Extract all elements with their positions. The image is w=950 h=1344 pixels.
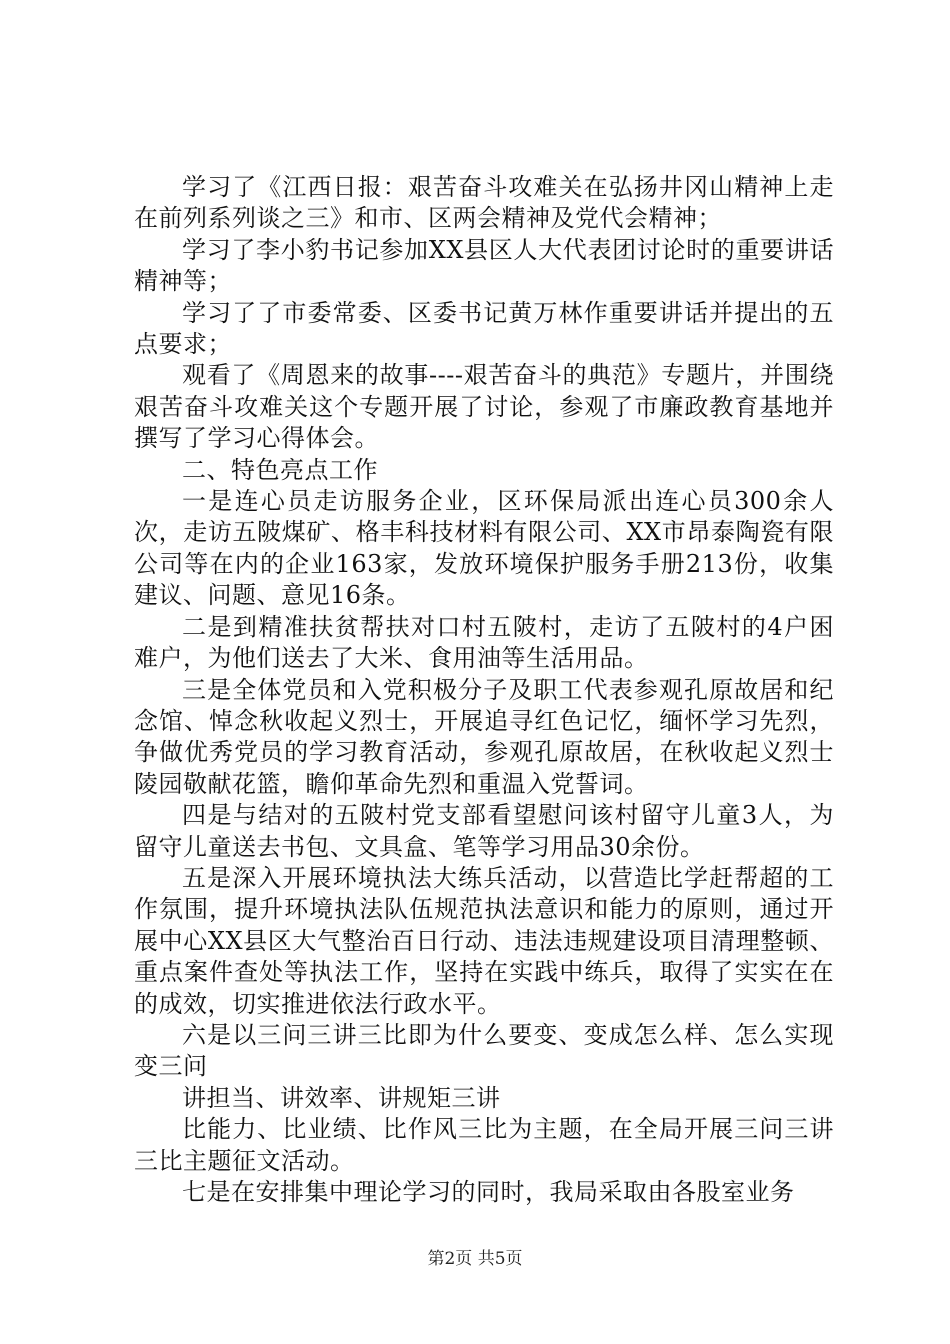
paragraph: 比能力、比业绩、比作风三比为主题，在全局开展三问三讲三比主题征文活动。 [134, 1115, 834, 1175]
paragraph: 三是全体党员和入党积极分子及职工代表参观孔原故居和纪念馆、悼念秋收起义烈士，开展追寻红色记忆，缅怀学习先烈，争做优秀党员的学习教育活动，参观孔原故居，在秋收起义烈士陵园敬献花篮，瞻仰革命先烈和重温入党誓词。 [134, 675, 834, 798]
paragraph: 一是连心员走访服务企业，区环保局派出连心员300余人次，走访五陂煤矿、格丰科技材料有限公司、XX市昂泰陶瓷有限公司等在内的企业163家，发放环境保护服务手册213份，收集建议、问题、意见16条。 [134, 487, 834, 610]
paragraph: 二是到精准扶贫帮扶对口村五陂村，走访了五陂村的4户困难户，为他们送去了大米、食用油等生活用品。 [134, 612, 834, 673]
paragraph: 学习了了市委常委、区委书记黄万林作重要讲话并提出的五点要求； [134, 298, 834, 359]
paragraph: 观看了《周恩来的故事----艰苦奋斗的典范》专题片，并围绕艰苦奋斗攻难关这个专题开展了讨论，参观了市廉政教育基地并撰写了学习心得体会。 [134, 361, 834, 453]
paragraph: 六是以三问三讲三比即为什么要变、变成怎么样、怎么实现变三问 [134, 1020, 834, 1081]
paragraph: 讲担当、讲效率、讲规矩三讲 [182, 1083, 501, 1112]
paragraph: 学习了李小豹书记参加XX县区人大代表团讨论时的重要讲话精神等； [134, 235, 834, 296]
paragraph: 学习了《江西日报：艰苦奋斗攻难关在弘扬井冈山精神上走在前列系列谈之三》和市、区两会精神及党代会精神； [134, 173, 834, 233]
paragraph: 七是在安排集中理论学习的同时，我局采取由各股室业务 [182, 1178, 795, 1206]
page-footer: 第2页 共5页 [427, 1249, 523, 1269]
paragraph: 四是与结对的五陂村党支部看望慰问该村留守儿童3人，为留守儿童送去书包、文具盒、笔等学习用品30余份。 [134, 801, 834, 861]
paragraph: 五是深入开展环境执法大练兵活动，以营造比学赶帮超的工作氛围，提升环境执法队伍规范执法意识和能力的原则，通过开展中心XX县区大气整治百日行动、违法违规建设项目清理整顿、重点案件查处等执法工作，坚持在实践中练兵，取得了实实在在的成效，切实推进依法行政水平。 [134, 863, 834, 1018]
section-heading: 二、特色亮点工作 [182, 455, 378, 484]
document-body [134, 172, 834, 1208]
